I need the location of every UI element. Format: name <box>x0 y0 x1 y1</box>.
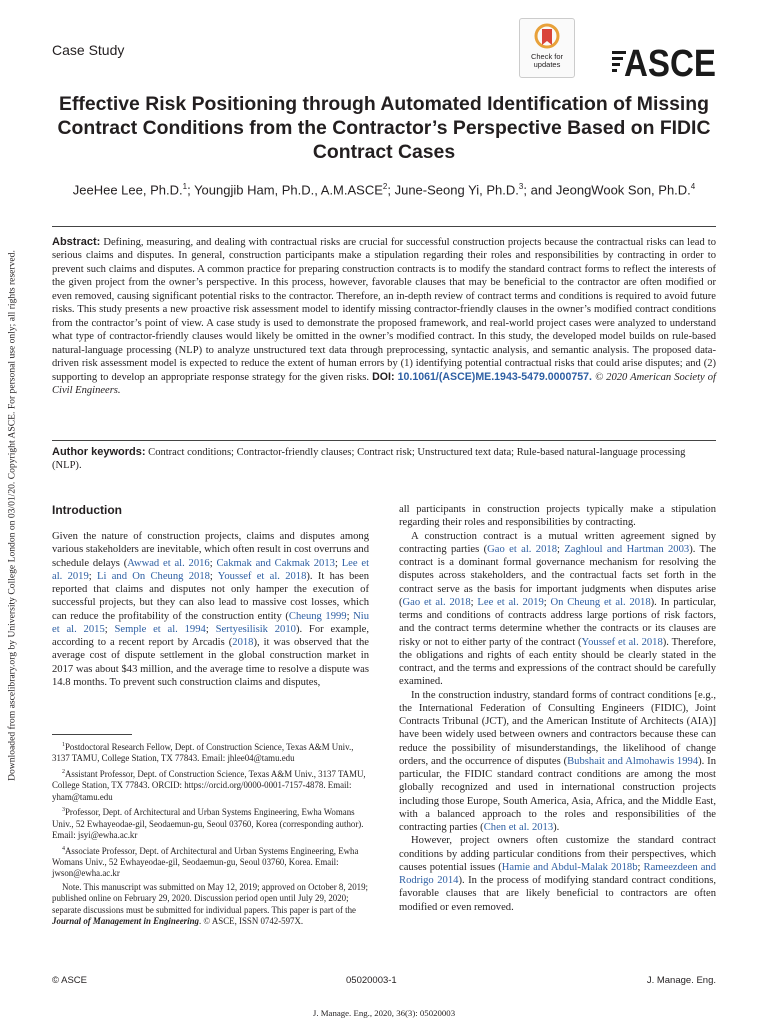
article-type-label: Case Study <box>52 42 125 58</box>
footer-article-number: 05020003-1 <box>346 975 397 986</box>
citation-link[interactable]: Lee et al. 2019 <box>477 596 544 608</box>
body-text: ). Therefore, the obligations and rights of each entity should be clearly stated in the contract, and the terms and expressions of the contract should be carefully examined. <box>399 636 716 688</box>
abstract-text: Defining, measuring, and dealing with contractual risks are crucial for successful construction projects because the contractual risks can lead to serious claims and disputes. In general, construction participants make a stipulation regarding their roles and responsibilities by contracting in order to prevent such claims and disputes. A common practice for preparing construction contracts is to modify the standard contract forms to reflect the interests of the given project from the owner’s perspective. In this process, however, favorable clauses that may be beneficial to the contractor are often modified or even removed, causing significant potential risks to the contractor. Therefore, an in-depth review of contract terms and conditions is required to avoid future risks. This study presents a new proactive risk assessment model to identify missing contractor-friendly clauses in the owner’s modified contract conditions from the contractor’s point of view. A case study is used to demonstrate the proposed framework, and real-world project cases were analyzed to understand what type of contractor-friendly clauses would likely be omitted in the owner’s modified contract. In this study, the developed model builds on rule-based natural-language processing (NLP) to analyze unstructured text data through preprocessing, syntactic analysis, and semantic analysis. The proposed data-driven risk assessment model is expected to reduce the extent of human errors by (1) identifying potential contractual risks that could arise disputes; and (2) supporting to develop an appropriate response strategy for the given risks. <box>52 237 717 383</box>
footnote-text: Postdoctoral Research Fellow, Dept. of Construction Science, Texas A&M Univ., 3137 TAMU, College Station, TX 77843. Email: jhlee04@tamu.edu <box>52 741 354 764</box>
author-name: JeeHee Lee, Ph.D. <box>72 182 183 198</box>
author-affiliation-marker: 1 <box>182 182 188 191</box>
body-text: ; <box>88 570 97 582</box>
note-tail: . © ASCE, ISSN 0742-597X. <box>198 916 304 927</box>
citation-link[interactable]: Cheung 1999 <box>288 610 347 622</box>
body-text: ; <box>104 623 115 635</box>
citation-link[interactable]: Li and On Cheung 2018 <box>97 570 210 582</box>
badge-line-1: Check for <box>530 52 564 61</box>
footer-journal: J. Manage. Eng. <box>646 975 716 986</box>
citation-link[interactable]: Niu et al. 2015 <box>52 610 370 635</box>
badge-line-2: updates <box>533 60 561 69</box>
body-text: ; <box>637 861 644 873</box>
author-affiliation-marker: 2 <box>382 182 388 191</box>
paper-title: Effective Risk Positioning through Automated Identification of Missing Contract Conditions from the Contractor’s Perspective Based on FIDIC Contract Cases <box>57 93 711 163</box>
body-text: ; <box>470 596 478 608</box>
bookmark-ribbon-icon <box>534 23 560 51</box>
note-text: Note. This manuscript was submitted on May 12, 2019; approved on October 8, 2019; published online on February 29, 2020. Discussion period open until July 29, 2020; separate discussions must be submitted for individual papers. This paper is part of the <box>52 881 368 915</box>
citation-link[interactable]: Lee et al. 2019 <box>52 557 370 582</box>
body-text: ; <box>205 623 216 635</box>
citation-link[interactable]: Youssef et al. 2018 <box>581 636 663 648</box>
body-text: In the construction industry, standard forms of contract conditions [e.g., the International Federation of Consulting Engineers (FIDIC), Joint Contracts Tribunal (JCT), and the American Institute of Architects (AIA)] have been widely used between owners and contractors because these can reduce the possibility of misunderstandings, the likelihood of change orders, and the occurrence of disputes ( <box>399 689 716 767</box>
affiliation-footnotes <box>52 740 369 880</box>
body-text: ). In particular, the FIDIC standard contract conditions are among the most globally recognized and used in international construction projects including those Europe, South America, Asia, Africa, and the Middle East, with a balanced approach to the roles and responsibilities of the contracting parties ( <box>399 755 716 833</box>
affiliation-footnote <box>52 740 369 765</box>
author-affiliation-marker: 4 <box>690 182 696 191</box>
author-name: June-Seong Yi, Ph.D. <box>394 182 519 198</box>
footnote-marker: 1 <box>62 742 65 748</box>
asce-stripe-logo-icon <box>612 42 716 85</box>
body-text: ; <box>334 557 342 569</box>
affiliation-footnote <box>52 805 369 841</box>
section-heading-introduction: Introduction <box>52 503 122 517</box>
body-text: ; <box>543 596 551 608</box>
doi-link[interactable]: 10.1061/(ASCE)ME.1943-5479.0000757. <box>397 370 592 383</box>
divider-top <box>52 226 716 227</box>
citation-link[interactable]: Gao et al. 2018 <box>487 543 557 555</box>
body-text: all participants in construction projects typically make a stipulation regarding their roles and responsibilities by contracting. <box>399 504 716 529</box>
check-for-updates-badge[interactable] <box>519 18 575 78</box>
citation-link[interactable]: Bubshait and Almohawis 1994 <box>567 755 699 767</box>
citation-link[interactable]: Sertyesilisik 2010 <box>215 623 296 635</box>
citation-link[interactable]: Rameezdeen and Rodrigo 2014 <box>399 861 716 886</box>
citation-link[interactable]: Youssef et al. 2018 <box>217 570 307 582</box>
citation-link[interactable]: Zaghloul and Hartman 2003 <box>564 543 690 555</box>
citation-link[interactable]: On Cheung et al. 2018 <box>550 596 651 608</box>
footnotes <box>52 740 369 930</box>
body-text: ; <box>346 610 354 622</box>
citation-link[interactable]: Chen et al. 2013 <box>483 822 554 833</box>
footnote-divider <box>52 734 132 735</box>
footnote-text: Associate Professor, Dept. of Architectural and Urban Systems Engineering, Ewha Womans Univ., 52 Ewhayeodae-gil, Seodaemun-gu, Seoul 03760, Korea. Email: jwson@ewha.ac.kr <box>52 845 359 879</box>
intro-paragraph-continued <box>399 503 716 530</box>
body-text: ). It has been reported that claims and disputes not only hamper the execution of successful projects, but they can also lead to massive cost losses, which can reduce the profitability of the construction entity ( <box>52 570 369 622</box>
body-text: ). For example, according to a recent report by Arcadis ( <box>52 623 369 648</box>
submission-note <box>52 882 369 928</box>
asce-logo-text: ASCE <box>624 43 716 85</box>
footnote-text: Professor, Dept. of Architectural and Urban Systems Engineering, Ewha Womans Univ., 52 Ewhayeodae-gil, Seodaemun-gu, Seoul 03760, Korea (corresponding author). Email: jsyi@ewha.ac.kr <box>52 807 364 841</box>
author-keywords <box>52 446 716 473</box>
author-affiliation-marker: 3 <box>518 182 524 191</box>
footnote-marker: 2 <box>62 768 65 775</box>
copyright-notice: © 2020 American Society of Civil Engineers. <box>52 371 716 396</box>
keywords-label: Author keywords: <box>52 446 146 458</box>
body-text: ), it was observed that the average cost of dispute settlement in the global construction market in 2017 was about $43 million, and the average time to resolve a dispute was 14.8 months. To prevent such construction claims and disputes, <box>52 637 369 688</box>
affiliation-footnote <box>52 844 369 880</box>
footer-copyright: © ASCE <box>52 975 87 986</box>
body-text: ; <box>209 557 217 569</box>
citation-link[interactable]: Semple et al. 1994 <box>114 623 206 635</box>
doi-label: DOI: <box>372 370 395 383</box>
keywords-text: Contract conditions; Contractor-friendly clauses; Contract risk; Unstructured text data; Rule-based natural-language processing (NLP). <box>52 447 686 472</box>
citation-link[interactable]: Gao et al. 2018 <box>402 596 471 608</box>
body-text: ; <box>557 543 565 555</box>
divider-keywords <box>52 440 716 441</box>
citation-link[interactable]: Awwad et al. 2016 <box>127 557 210 569</box>
bottom-citation: J. Manage. Eng., 2020, 36(3): 05020003 <box>312 1008 456 1018</box>
abstract-label: Abstract: <box>52 236 101 248</box>
body-text: ). In the process of modifying standard contract conditions, favorable clauses that are likely beneficial to contractors are often modified or even removed. <box>399 875 717 913</box>
affiliation-footnote <box>52 767 369 803</box>
footnote-marker: 3 <box>62 807 65 814</box>
citation-link[interactable]: Cakmak and Cakmak 2013 <box>216 557 335 569</box>
body-text: ). The contract is a dominant formal governance mechanism for resolving the disputes across stakeholders, and the contractual facts set forth in the contract serve as the basis for important judgments when disputes arise ( <box>399 543 717 608</box>
body-text: A construction contract is a mutual written agreement signed by contracting parties ( <box>399 530 716 555</box>
footnote-text: Assistant Professor, Dept. of Construction Science, Texas A&M Univ., 3137 TAMU, College Station, TX 77843. ORCID: https://orcid.org/0000-0001-7157-4878. Email: yham@tamu.edu <box>52 768 366 802</box>
intro-paragraph-1 <box>52 530 369 689</box>
right-column <box>399 503 716 914</box>
intro-paragraph-2 <box>399 530 716 689</box>
abstract <box>52 236 716 397</box>
journal-name: Journal of Management in Engineering <box>52 916 199 927</box>
body-text: However, project owners often customize the standard contract conditions by adding particular conditions from their perspectives, which causes potential issues ( <box>399 835 716 873</box>
intro-paragraph-3 <box>399 689 716 835</box>
body-text: Given the nature of construction projects, claims and disputes among various stakeholders are inevitable, which often result in cost overruns and schedule delays ( <box>52 531 369 569</box>
body-text: ; <box>209 570 218 582</box>
left-column <box>52 530 369 689</box>
author-name: Youngjib Ham, Ph.D., A.M.ASCE <box>194 182 383 198</box>
citation-link[interactable]: Hamie and Abdul-Malak 2018b <box>501 861 638 873</box>
author-list: JeeHee Lee, Ph.D.$^1$; Youngjib Ham, Ph.D., A.M.ASCE$^2$; June-Seong Yi, Ph.D.$^3$; and JeongWook Son, Ph.D.$^4$ <box>72 182 696 198</box>
footnote-marker: 4 <box>62 845 65 852</box>
author-name: JeongWook Son, Ph.D. <box>555 182 691 198</box>
body-text: ). <box>553 822 560 833</box>
download-side-note: Downloaded from ascelibrary.org by University College London on 03/01/20. Copyright ASCE. For personal use only; all rights reserved. <box>6 250 18 781</box>
body-text: ). In particular, terms and conditions of contracts address large portions of risk factors, and the contract terms determine whether the contracts or its clauses are risky or not to either party of the contract ( <box>399 596 717 648</box>
citation-link[interactable]: 2018 <box>232 637 254 648</box>
intro-paragraph-4 <box>399 834 716 914</box>
